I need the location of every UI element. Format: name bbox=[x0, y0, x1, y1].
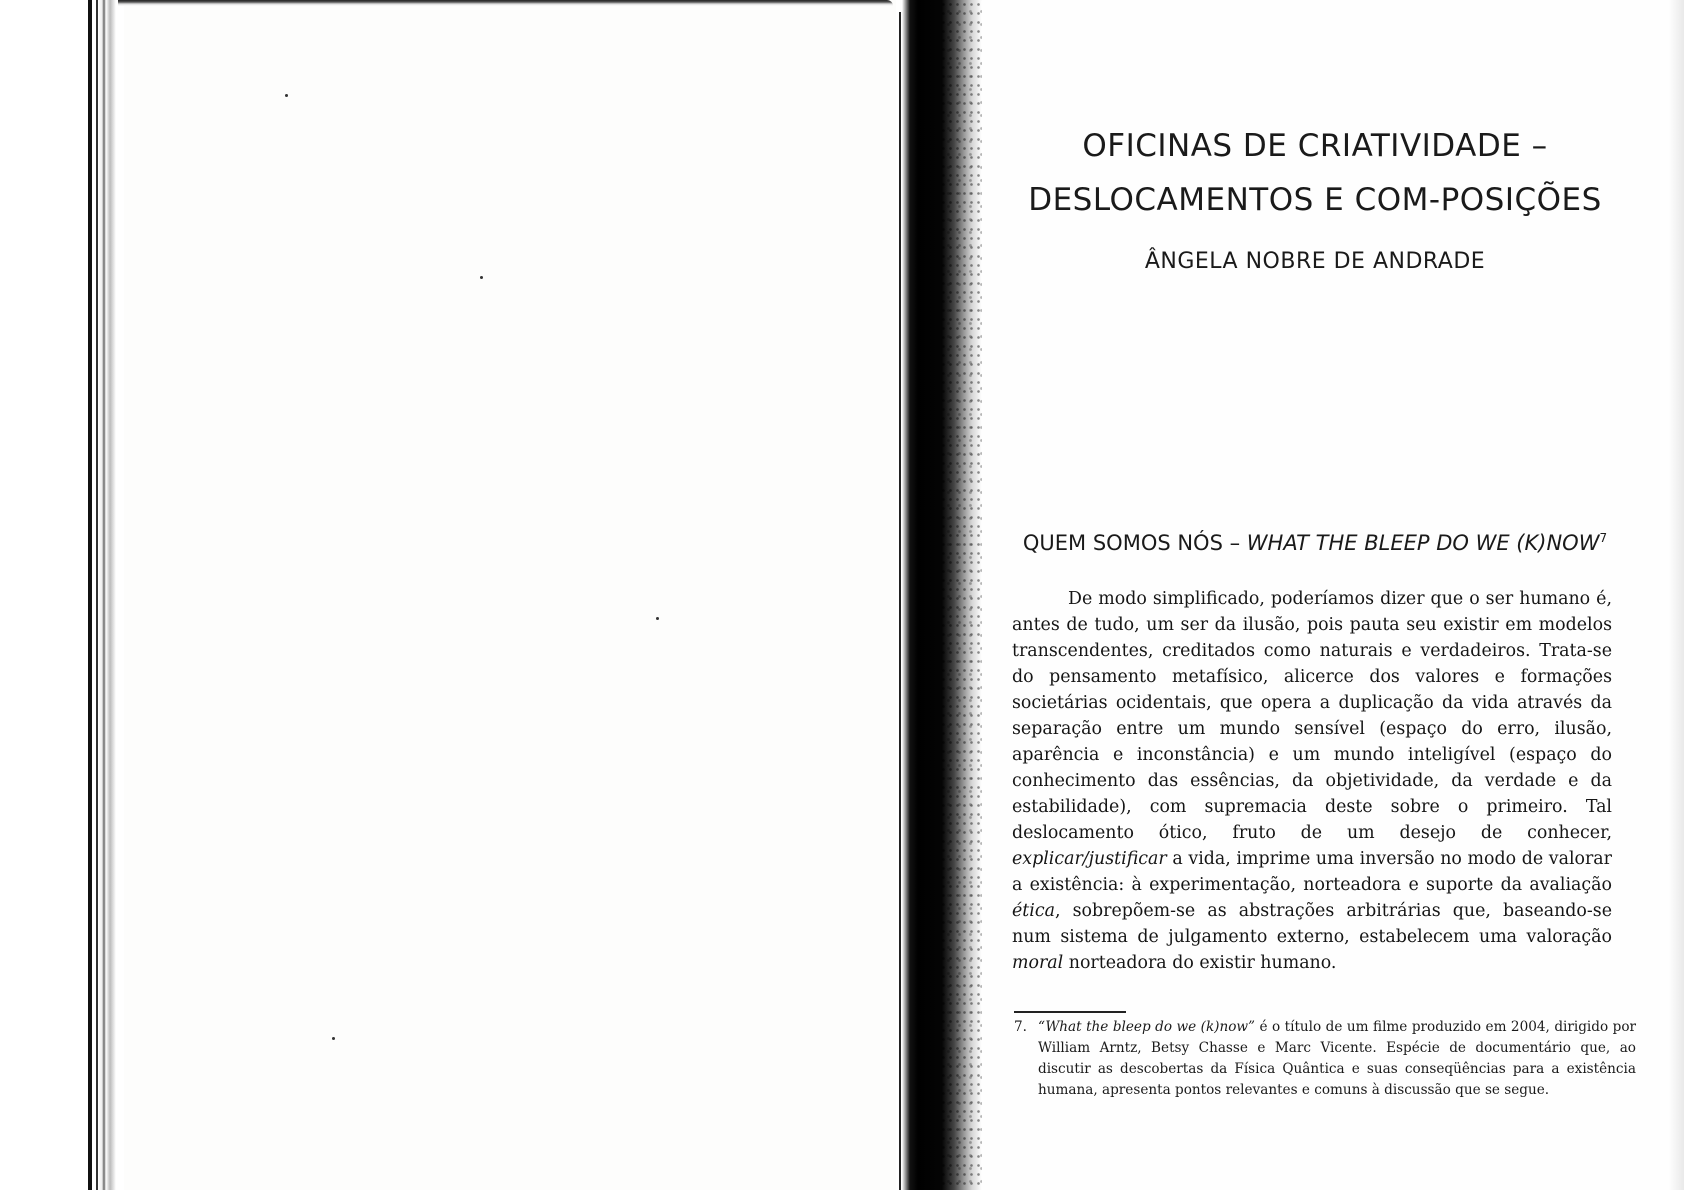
footnote-text: é o título de um filme produzido em 2004, dirigido por William Arntz, Betsy Chasse e Marc Vicente. Espécie de documentário que, ao discutir as descobertas da Física Quântica e suas conseqüências para a existência humana, apresenta pontos relevantes e comuns à discussão que se segue. bbox=[1038, 1019, 1637, 1098]
chapter-author: ÂNGELA NOBRE DE ANDRADE bbox=[1144, 249, 1486, 274]
body-text-italic: explicar/justificar bbox=[1012, 849, 1167, 869]
body-text-segment: De modo simplificado, poderíamos dizer que o ser humano é, antes de tudo, um ser da ilusão, pois pauta seu existir em modelos transcendentes, creditados como naturais e verdadeiros. Trata-se do pensamento metafísico, alicerce dos valores e formações societárias ocidentais, que opera a duplicação da vida através da separação entre um mundo sensível (espaço do erro, ilusão, aparência e inconstância) e um mundo inteligível (espaço do conhecimento das essências, da objetividade, da verdade e da estabilidade), com supremacia deste sobre o primeiro. Tal deslocamento ótico, fruto de um desejo de conhecer, bbox=[1012, 589, 1612, 843]
section-heading-plain: QUEM SOMOS NÓS – bbox=[1022, 531, 1247, 555]
left-page-outer-edge bbox=[88, 0, 124, 1190]
left-page-top-edge bbox=[118, 0, 893, 6]
footnote-italic: “What the bleep do we (k)now” bbox=[1038, 1019, 1256, 1035]
chapter-title-line-1: OFICINAS DE CRIATIVIDADE – bbox=[1082, 128, 1548, 164]
section-heading bbox=[990, 531, 1640, 555]
left-page-blank bbox=[88, 0, 896, 1190]
body-text-italic: moral bbox=[1012, 953, 1064, 973]
dust-speck bbox=[285, 94, 288, 97]
body-text-segment: a vida, imprime uma inversão no modo de valorar a existência: à experimentação, norteadora e suporte da avaliação bbox=[1012, 849, 1612, 895]
footnote-reference: 7 bbox=[1599, 531, 1608, 545]
footnote-number: 7. bbox=[1014, 1019, 1027, 1035]
dust-speck bbox=[332, 1037, 335, 1040]
chapter-title-line-2: DESLOCAMENTOS E COM-POSIÇÕES bbox=[1028, 182, 1602, 218]
dust-speck bbox=[656, 617, 659, 620]
body-text-italic: ética bbox=[1012, 901, 1055, 921]
right-page-edge bbox=[1668, 0, 1684, 1190]
body-text-segment: norteadora do existir humano. bbox=[1063, 953, 1337, 973]
section-heading-italic: WHAT THE BLEEP DO WE (K)NOW bbox=[1246, 531, 1600, 555]
footnote-separator bbox=[1014, 1011, 1126, 1013]
body-paragraph bbox=[1012, 586, 1612, 976]
left-page-inner-edge bbox=[899, 12, 901, 1190]
body-text-segment: , sobrepõem-se as abstrações arbitrárias que, baseando-se num sistema de julgamento externo, estabelecem uma valoração bbox=[1012, 901, 1612, 947]
footnote bbox=[1014, 1017, 1636, 1101]
dust-speck bbox=[480, 276, 483, 279]
